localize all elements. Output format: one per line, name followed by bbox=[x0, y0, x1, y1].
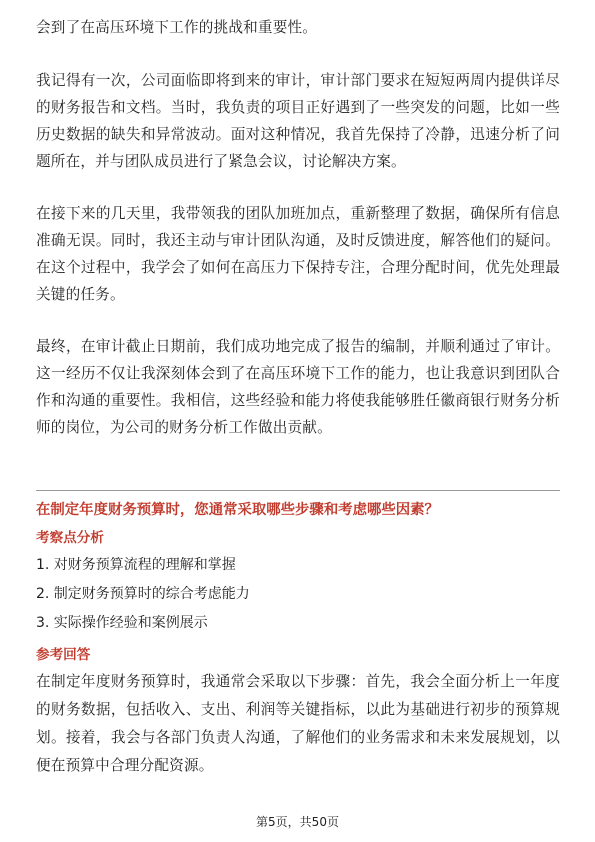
document-body bbox=[36, 14, 560, 441]
question-title: 在制定年度财务预算时，您通常采取哪些步骤和考虑哪些因素？ bbox=[36, 502, 439, 518]
answer-heading: 参考回答 bbox=[36, 647, 91, 663]
question-section bbox=[36, 497, 560, 780]
paragraph-team-effort: 在接下来的几天里，我带领我的团队加班加点，重新整理了数据，确保所有信息准确无误。同时，我还主动与审计团队沟通，及时反馈进度，解答他们的疑问。在这个过程中，我学会了如何在高压力下保持专注，合理分配时间，优先处理最关键的任务。 bbox=[36, 205, 560, 303]
analysis-point: 3. 实际操作经验和案例展示 bbox=[36, 615, 208, 631]
analysis-point: 1. 对财务预算流程的理解和掌握 bbox=[36, 557, 236, 573]
section-divider bbox=[36, 490, 560, 491]
analysis-heading: 考察点分析 bbox=[36, 530, 104, 546]
analysis-point: 2. 制定财务预算时的综合考虑能力 bbox=[36, 586, 250, 602]
reference-answer: 在制定年度财务预算时，我通常会采取以下步骤：首先，我会全面分析上一年度的财务数据，包括收入、支出、利润等关键指标，以此为基础进行初步的预算规划。接着，我会与各部门负责人沟通，了解他们的业务需求和未来发展规划，以便在预算中合理分配资源。 bbox=[36, 673, 560, 774]
paragraph-audit-story: 我记得有一次，公司面临即将到来的审计，审计部门要求在短短两周内提供详尽的财务报告和文档。当时，我负责的项目正好遇到了一些突发的问题，比如一些历史数据的缺失和异常波动。面对这种情况，我首先保持了冷静，迅速分析了问题所在，并与团队成员进行了紧急会议，讨论解决方案。 bbox=[36, 72, 560, 170]
page-number: 第5页，共50页 bbox=[256, 815, 339, 829]
paragraph-conclusion: 最终，在审计截止日期前，我们成功地完成了报告的编制，并顺利通过了审计。这一经历不仅让我深刻体会到了在高压环境下工作的能力，也让我意识到团队合作和沟通的重要性。我相信，这些经验和能力将使我能够胜任徽商银行财务分析师的岗位，为公司的财务分析工作做出贡献。 bbox=[36, 338, 560, 436]
paragraph-continuation: 会到了在高压环境下工作的挑战和重要性。 bbox=[36, 19, 318, 36]
